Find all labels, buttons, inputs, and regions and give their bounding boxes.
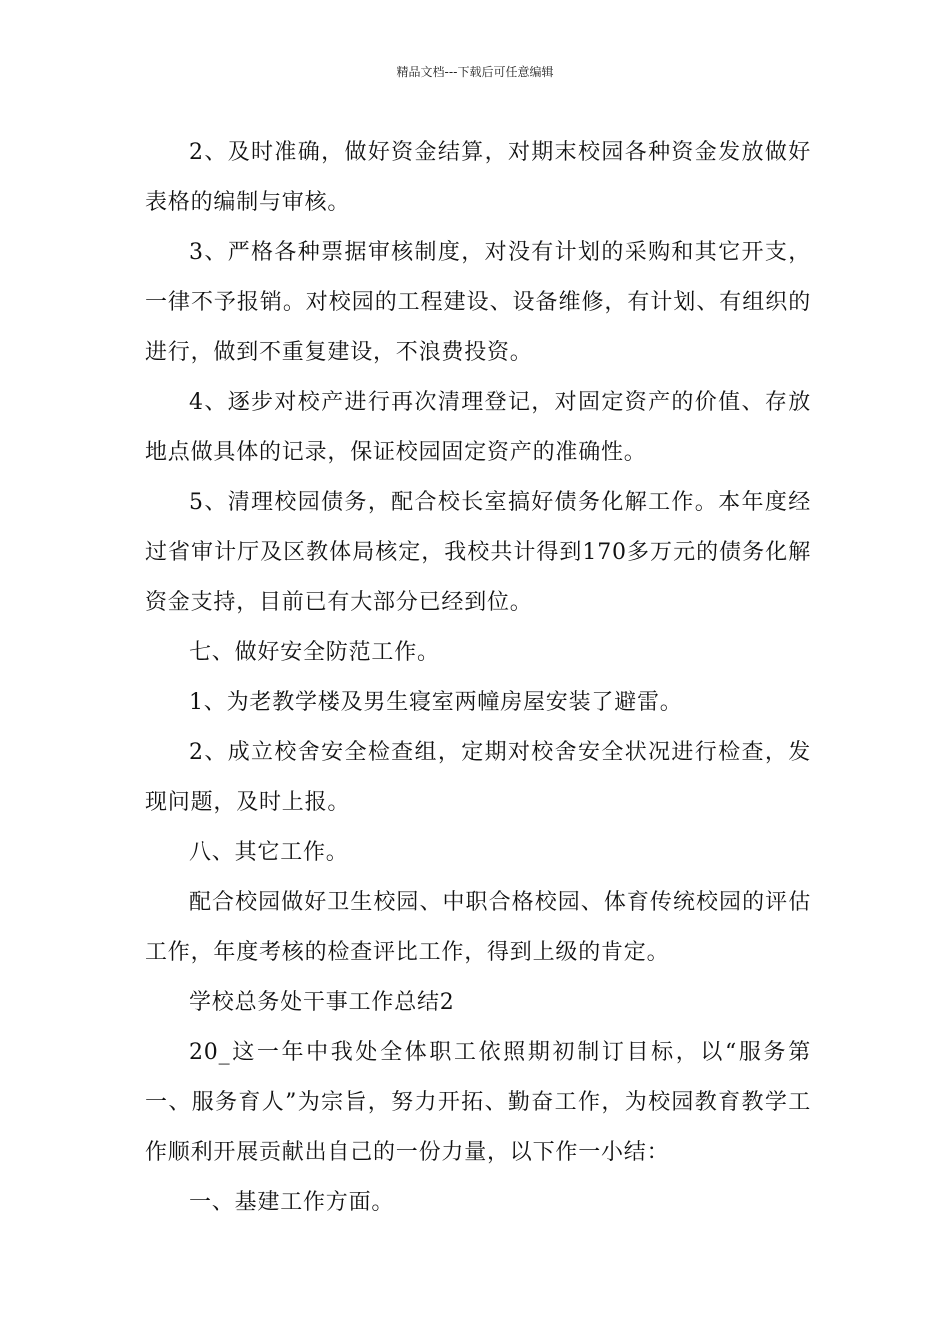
paragraph-asset-registration: 4、逐步对校产进行再次清理登记，对固定资产的价值、存放地点做具体的记录，保证校园固定资产的准确性。 [145, 390, 811, 465]
paragraph-evaluation: 配合校园做好卫生校园、中职合格校园、体育传统校园的评估工作，年度考核的检查评比工作，得到上级的肯定。 [145, 890, 811, 965]
paragraph-finance-settlement: 2、及时准确，做好资金结算，对期末校园各种资金发放做好表格的编制与审核。 [145, 140, 811, 215]
paragraph-annual-summary: 20_这一年中我处全体职工依照期初制订目标，以“服务第一、服务育人”为宗旨，努力开拓、勤奋工作，为校园教育教学工作顺利开展贡献出自己的一份力量，以下作一小结： [145, 1040, 811, 1165]
paragraph-receipt-audit: 3、严格各种票据审核制度，对没有计划的采购和其它开支，一律不予报销。对校园的工程建设、设备维修，有计划、有组织的进行，做到不重复建设，不浪费投资。 [145, 240, 811, 365]
paragraph-debt-clearance: 5、清理校园债务，配合校长室搞好债务化解工作。本年度经过省审计厅及区教体局核定，我校共计得到170多万元的债务化解资金支持，目前已有大部分已经到位。 [145, 490, 811, 615]
section-heading-safety: 七、做好安全防范工作。 [189, 640, 440, 665]
section-heading-other-work: 八、其它工作。 [189, 840, 349, 865]
paragraph-lightning-protection: 1、为老教学楼及男生寝室两幢房屋安装了避雷。 [189, 690, 683, 715]
section-heading-construction: 一、基建工作方面。 [189, 1190, 395, 1215]
document-body [145, 128, 811, 1228]
document-subtitle: 学校总务处干事工作总结2 [189, 990, 455, 1015]
paragraph-safety-inspection: 2、成立校舍安全检查组，定期对校舍安全状况进行检查，发现问题，及时上报。 [145, 740, 811, 815]
page-header: 精品文档---下载后可任意编辑 [396, 65, 554, 79]
